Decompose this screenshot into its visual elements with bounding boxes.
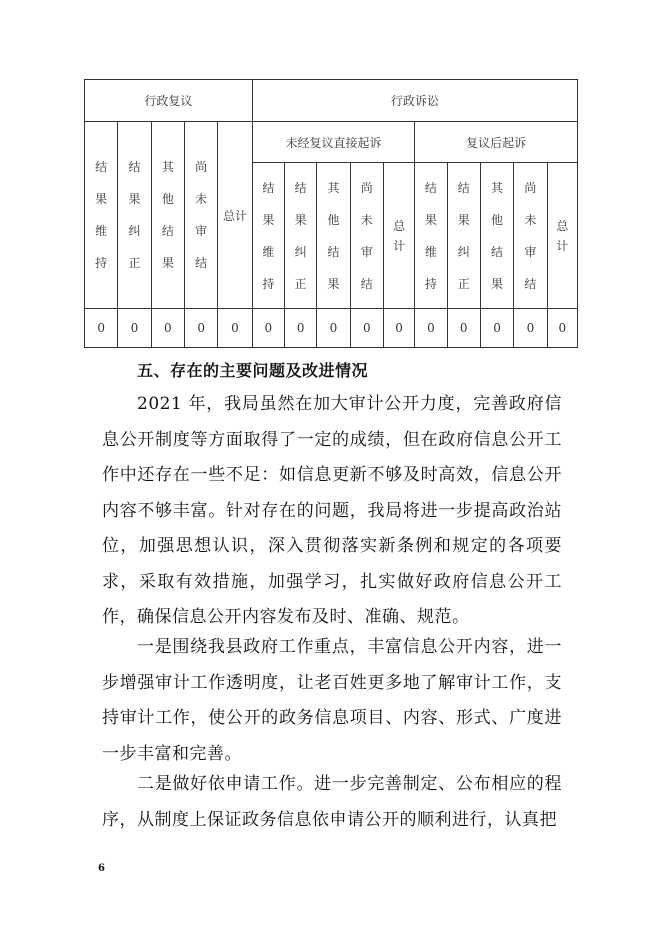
table-cell: 0 [252, 309, 284, 348]
col-after-pending: 尚 未 审 结 [514, 163, 547, 309]
col-direct-pending: 尚 未 审 结 [350, 163, 383, 309]
table-cell: 0 [118, 309, 151, 348]
table-cell: 0 [85, 309, 118, 348]
table-cell: 0 [415, 309, 447, 348]
col-result-correct: 结 果 纠 正 [118, 122, 151, 309]
table-cell: 0 [317, 309, 350, 348]
table-cell: 0 [480, 309, 513, 348]
col-other-result: 其 他 结 果 [151, 122, 184, 309]
table-cell: 0 [218, 309, 252, 348]
table-cell: 0 [383, 309, 414, 348]
header-after-review-suit: 复议后起诉 [415, 122, 578, 163]
header-direct-suit: 未经复议直接起诉 [252, 122, 415, 163]
col-after-maintain: 结 果 维 持 [415, 163, 447, 309]
paragraph-summary: 2021 年，我局虽然在加大审计公开力度，完善政府信息公开制度等方面取得了一定的成绩，但在政府信息公开工作中还存在一些不足：如信息更新不够及时高效，信息公开内容不够丰富。针对存在的问题，我局将进一步提高政治站位，加强思想认识，深入贯彻落实新条例和规定的各项要求，采取有效措施，加强学习，扎实做好政府信息公开工作，确保信息公开内容发布及时、准确、规范。 [102, 394, 562, 627]
col-direct-other: 其 他 结 果 [317, 163, 350, 309]
page-number: 6 [98, 863, 105, 874]
table-cell: 0 [447, 309, 480, 348]
table-cell: 0 [350, 309, 383, 348]
paragraph-point-two: 二是做好依申请工作。进一步完善制定、公布相应的程序，从制度上保证政务信息依申请公开的顺利进行，认真把 [102, 774, 562, 830]
header-admin-review: 行政复议 [85, 80, 253, 122]
col-pending: 尚 未 审 结 [184, 122, 217, 309]
statistics-table [84, 79, 578, 348]
table-cell: 0 [547, 309, 577, 348]
col-result-maintain: 结 果 维 持 [85, 122, 118, 309]
table-cell: 0 [184, 309, 217, 348]
col-direct-correct: 结 果 纠 正 [284, 163, 316, 309]
table-cell: 0 [284, 309, 316, 348]
table-cell: 0 [514, 309, 547, 348]
col-after-total: 总 计 [547, 163, 577, 309]
col-after-correct: 结 果 纠 正 [447, 163, 480, 309]
col-direct-total: 总 计 [383, 163, 414, 309]
section-heading: 五、存在的主要问题及改进情况 [137, 361, 369, 380]
col-after-other: 其 他 结 果 [480, 163, 513, 309]
col-total: 总计 [218, 122, 252, 309]
paragraph-point-one: 一是围绕我县政府工作重点，丰富信息公开内容，进一步增强审计工作透明度，让老百姓更多地了解审计工作，支持审计工作，使公开的政务信息项目、内容、形式、广度进一步丰富和完善。 [102, 637, 562, 764]
col-direct-maintain: 结 果 维 持 [252, 163, 284, 309]
header-admin-litigation: 行政诉讼 [252, 80, 577, 122]
table-cell: 0 [151, 309, 184, 348]
